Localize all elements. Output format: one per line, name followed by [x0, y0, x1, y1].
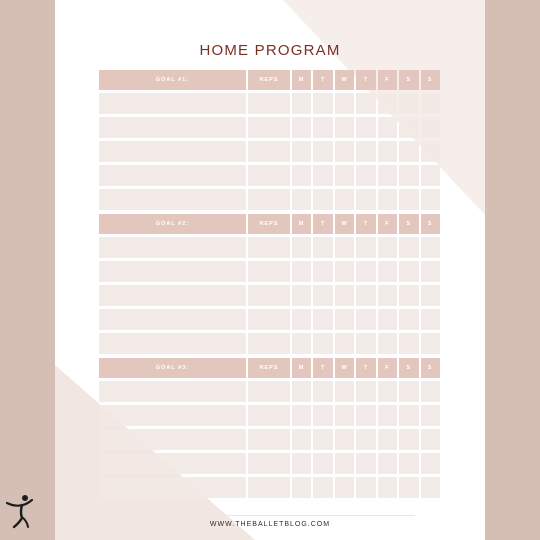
day-header-tue: T: [313, 214, 332, 234]
day-check-cell[interactable]: [421, 309, 440, 330]
day-check-cell[interactable]: [421, 165, 440, 186]
day-check-cell[interactable]: [399, 429, 418, 450]
day-check-cell[interactable]: [292, 285, 311, 306]
day-header-fri: F: [378, 214, 397, 234]
table-row: [99, 429, 441, 450]
reps-header: REPS: [248, 214, 290, 234]
day-check-cell[interactable]: [421, 117, 440, 138]
day-check-cell[interactable]: [399, 117, 418, 138]
day-check-cell[interactable]: [356, 333, 375, 354]
day-check-cell[interactable]: [378, 237, 397, 258]
reps-cell[interactable]: [248, 261, 290, 282]
table-row: [99, 405, 441, 426]
table-row: [99, 141, 441, 162]
day-check-cell[interactable]: [399, 189, 418, 210]
day-check-cell[interactable]: [356, 141, 375, 162]
day-check-cell[interactable]: [378, 261, 397, 282]
goal-entry-cell[interactable]: [99, 237, 246, 258]
day-check-cell[interactable]: [292, 165, 311, 186]
goal-label: GOAL #3:: [99, 358, 246, 378]
table-row: [99, 117, 441, 138]
day-check-cell[interactable]: [399, 93, 418, 114]
table-row: [99, 165, 441, 186]
day-check-cell[interactable]: [292, 141, 311, 162]
goal-label: GOAL #1:: [99, 70, 246, 90]
day-header-fri: F: [378, 70, 397, 90]
day-check-cell[interactable]: [399, 333, 418, 354]
day-header-mon: M: [292, 214, 311, 234]
day-check-cell[interactable]: [335, 309, 354, 330]
day-check-cell[interactable]: [313, 141, 332, 162]
day-check-cell[interactable]: [421, 333, 440, 354]
day-check-cell[interactable]: [356, 93, 375, 114]
table-row: [99, 285, 441, 306]
goal-entry-cell[interactable]: [99, 285, 246, 306]
day-check-cell[interactable]: [335, 237, 354, 258]
day-check-cell[interactable]: [335, 405, 354, 426]
day-header-wed: W: [335, 70, 354, 90]
goal-entry-cell[interactable]: [99, 117, 246, 138]
day-check-cell[interactable]: [292, 429, 311, 450]
goal-table-body: [99, 93, 441, 210]
reps-cell[interactable]: [248, 141, 290, 162]
day-check-cell[interactable]: [421, 381, 440, 402]
day-check-cell[interactable]: [356, 117, 375, 138]
day-check-cell[interactable]: [313, 381, 332, 402]
day-check-cell[interactable]: [356, 477, 375, 498]
day-check-cell[interactable]: [292, 117, 311, 138]
day-check-cell[interactable]: [399, 141, 418, 162]
day-check-cell[interactable]: [292, 477, 311, 498]
goal-entry-cell[interactable]: [99, 333, 246, 354]
day-check-cell[interactable]: [313, 405, 332, 426]
day-check-cell[interactable]: [335, 117, 354, 138]
day-header-tue: T: [313, 70, 332, 90]
day-check-cell[interactable]: [356, 237, 375, 258]
day-check-cell[interactable]: [356, 189, 375, 210]
day-check-cell[interactable]: [335, 333, 354, 354]
reps-cell[interactable]: [248, 381, 290, 402]
day-check-cell[interactable]: [313, 453, 332, 474]
footer-website[interactable]: WWW.THEBALLETBLOG.COM: [209, 521, 331, 528]
day-check-cell[interactable]: [313, 261, 332, 282]
day-check-cell[interactable]: [335, 93, 354, 114]
table-row: [99, 189, 441, 210]
day-check-cell[interactable]: [292, 189, 311, 210]
day-check-cell[interactable]: [292, 309, 311, 330]
day-header-thu: T: [356, 70, 375, 90]
dancer-logo-icon: [5, 493, 35, 529]
day-check-cell[interactable]: [292, 93, 311, 114]
day-check-cell[interactable]: [292, 237, 311, 258]
day-check-cell[interactable]: [399, 237, 418, 258]
day-check-cell[interactable]: [421, 237, 440, 258]
goal-entry-cell[interactable]: [99, 309, 246, 330]
reps-cell[interactable]: [248, 285, 290, 306]
day-check-cell[interactable]: [313, 165, 332, 186]
reps-header: REPS: [248, 70, 290, 90]
goal-entry-cell[interactable]: [99, 453, 246, 474]
day-check-cell[interactable]: [335, 477, 354, 498]
goal-entry-cell[interactable]: [99, 165, 246, 186]
day-check-cell[interactable]: [313, 285, 332, 306]
day-check-cell[interactable]: [335, 285, 354, 306]
day-check-cell[interactable]: [335, 141, 354, 162]
day-header-sun: S: [421, 70, 440, 90]
day-check-cell[interactable]: [356, 165, 375, 186]
day-header-sat: S: [399, 70, 418, 90]
day-check-cell[interactable]: [335, 453, 354, 474]
day-check-cell[interactable]: [421, 453, 440, 474]
day-header-sat: S: [399, 214, 418, 234]
day-header-mon: M: [292, 70, 311, 90]
goal-table-header: [99, 70, 441, 90]
goal-entry-cell[interactable]: [99, 429, 246, 450]
day-check-cell[interactable]: [313, 309, 332, 330]
reps-cell[interactable]: [248, 477, 290, 498]
day-check-cell[interactable]: [421, 93, 440, 114]
day-check-cell[interactable]: [313, 117, 332, 138]
reps-cell[interactable]: [248, 93, 290, 114]
day-check-cell[interactable]: [378, 309, 397, 330]
day-check-cell[interactable]: [335, 381, 354, 402]
day-check-cell[interactable]: [378, 285, 397, 306]
day-check-cell[interactable]: [335, 165, 354, 186]
day-check-cell[interactable]: [421, 405, 440, 426]
day-check-cell[interactable]: [292, 381, 311, 402]
day-check-cell[interactable]: [378, 429, 397, 450]
day-check-cell[interactable]: [356, 405, 375, 426]
reps-header: REPS: [248, 358, 290, 378]
table-row: [99, 477, 441, 498]
reps-cell[interactable]: [248, 165, 290, 186]
day-check-cell[interactable]: [399, 381, 418, 402]
day-check-cell[interactable]: [313, 93, 332, 114]
day-check-cell[interactable]: [356, 285, 375, 306]
day-header-thu: T: [356, 214, 375, 234]
day-check-cell[interactable]: [421, 429, 440, 450]
table-row: [99, 333, 441, 354]
day-check-cell[interactable]: [421, 477, 440, 498]
day-check-cell[interactable]: [378, 141, 397, 162]
day-check-cell[interactable]: [356, 309, 375, 330]
day-check-cell[interactable]: [356, 429, 375, 450]
table-row: [99, 237, 441, 258]
page-title: HOME PROGRAM: [199, 42, 341, 59]
day-check-cell[interactable]: [313, 237, 332, 258]
day-header-tue: T: [313, 358, 332, 378]
day-check-cell[interactable]: [292, 261, 311, 282]
day-check-cell[interactable]: [399, 309, 418, 330]
table-row: [99, 381, 441, 402]
day-check-cell[interactable]: [399, 165, 418, 186]
day-check-cell[interactable]: [313, 333, 332, 354]
day-check-cell[interactable]: [421, 141, 440, 162]
goal-label: GOAL #2:: [99, 214, 246, 234]
day-header-wed: W: [335, 214, 354, 234]
goal-table-body: [99, 237, 441, 354]
goal-entry-cell[interactable]: [99, 93, 246, 114]
goal-entry-cell[interactable]: [99, 141, 246, 162]
footer-divider: [125, 515, 415, 516]
goal-table-3: [99, 358, 441, 501]
day-check-cell[interactable]: [378, 93, 397, 114]
day-check-cell[interactable]: [292, 333, 311, 354]
goal-entry-cell[interactable]: [99, 405, 246, 426]
reps-cell[interactable]: [248, 237, 290, 258]
reps-cell[interactable]: [248, 117, 290, 138]
day-check-cell[interactable]: [421, 261, 440, 282]
day-check-cell[interactable]: [378, 117, 397, 138]
worksheet-page: [55, 0, 485, 540]
day-check-cell[interactable]: [378, 453, 397, 474]
day-check-cell[interactable]: [378, 165, 397, 186]
reps-cell[interactable]: [248, 189, 290, 210]
reps-cell[interactable]: [248, 333, 290, 354]
reps-cell[interactable]: [248, 309, 290, 330]
day-check-cell[interactable]: [356, 261, 375, 282]
day-check-cell[interactable]: [399, 453, 418, 474]
day-check-cell[interactable]: [313, 429, 332, 450]
reps-cell[interactable]: [248, 405, 290, 426]
reps-cell[interactable]: [248, 429, 290, 450]
reps-cell[interactable]: [248, 453, 290, 474]
day-check-cell[interactable]: [399, 285, 418, 306]
day-header-thu: T: [356, 358, 375, 378]
goal-table-header: [99, 358, 441, 378]
goal-table-2: [99, 214, 441, 357]
day-check-cell[interactable]: [378, 477, 397, 498]
day-check-cell[interactable]: [335, 429, 354, 450]
day-check-cell[interactable]: [421, 189, 440, 210]
day-check-cell[interactable]: [356, 381, 375, 402]
day-check-cell[interactable]: [378, 405, 397, 426]
day-header-sun: S: [421, 358, 440, 378]
goal-table-1: [99, 70, 441, 213]
day-check-cell[interactable]: [378, 333, 397, 354]
table-row: [99, 309, 441, 330]
day-header-fri: F: [378, 358, 397, 378]
table-row: [99, 453, 441, 474]
day-header-mon: M: [292, 358, 311, 378]
table-row: [99, 93, 441, 114]
day-check-cell[interactable]: [335, 261, 354, 282]
goal-entry-cell[interactable]: [99, 261, 246, 282]
day-check-cell[interactable]: [399, 405, 418, 426]
goal-entry-cell[interactable]: [99, 477, 246, 498]
day-check-cell[interactable]: [356, 453, 375, 474]
goal-entry-cell[interactable]: [99, 189, 246, 210]
day-check-cell[interactable]: [335, 189, 354, 210]
day-header-sat: S: [399, 358, 418, 378]
day-check-cell[interactable]: [292, 453, 311, 474]
day-check-cell[interactable]: [378, 381, 397, 402]
day-check-cell[interactable]: [292, 405, 311, 426]
goal-table-header: [99, 214, 441, 234]
table-row: [99, 261, 441, 282]
day-check-cell[interactable]: [313, 189, 332, 210]
day-check-cell[interactable]: [313, 477, 332, 498]
day-check-cell[interactable]: [378, 189, 397, 210]
day-header-sun: S: [421, 214, 440, 234]
day-header-wed: W: [335, 358, 354, 378]
day-check-cell[interactable]: [399, 477, 418, 498]
day-check-cell[interactable]: [421, 285, 440, 306]
goal-entry-cell[interactable]: [99, 381, 246, 402]
goal-table-body: [99, 381, 441, 498]
day-check-cell[interactable]: [399, 261, 418, 282]
